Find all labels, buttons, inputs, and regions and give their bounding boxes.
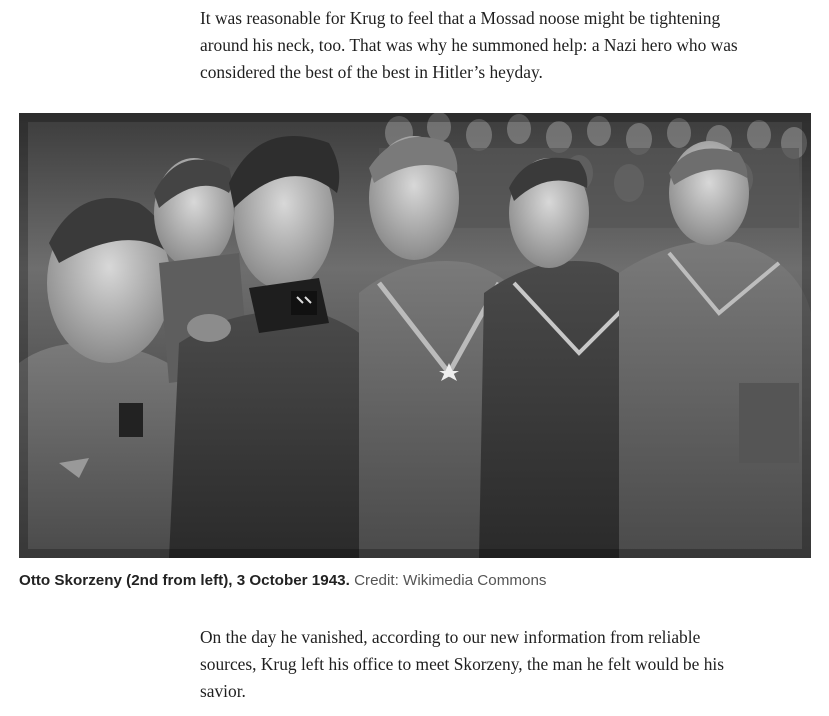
- caption-credit: Credit: Wikimedia Commons: [354, 572, 547, 589]
- article-photo: [19, 113, 811, 558]
- article-paragraph-top: It was reasonable for Krug to feel that a Mossad noose might be tightening around his neck, too. That was why he summoned help: a Nazi hero who was considered the best of the best in Hitler’s heyday.: [200, 8, 738, 82]
- article-paragraph-bottom: On the day he vanished, according to our new information from reliable sources, Krug left his office to meet Skorzeny, the man he felt would be his savior.: [200, 627, 724, 701]
- caption-text: Otto Skorzeny (2nd from left), 3 October 1943.: [19, 572, 350, 589]
- figure-caption: [19, 570, 811, 592]
